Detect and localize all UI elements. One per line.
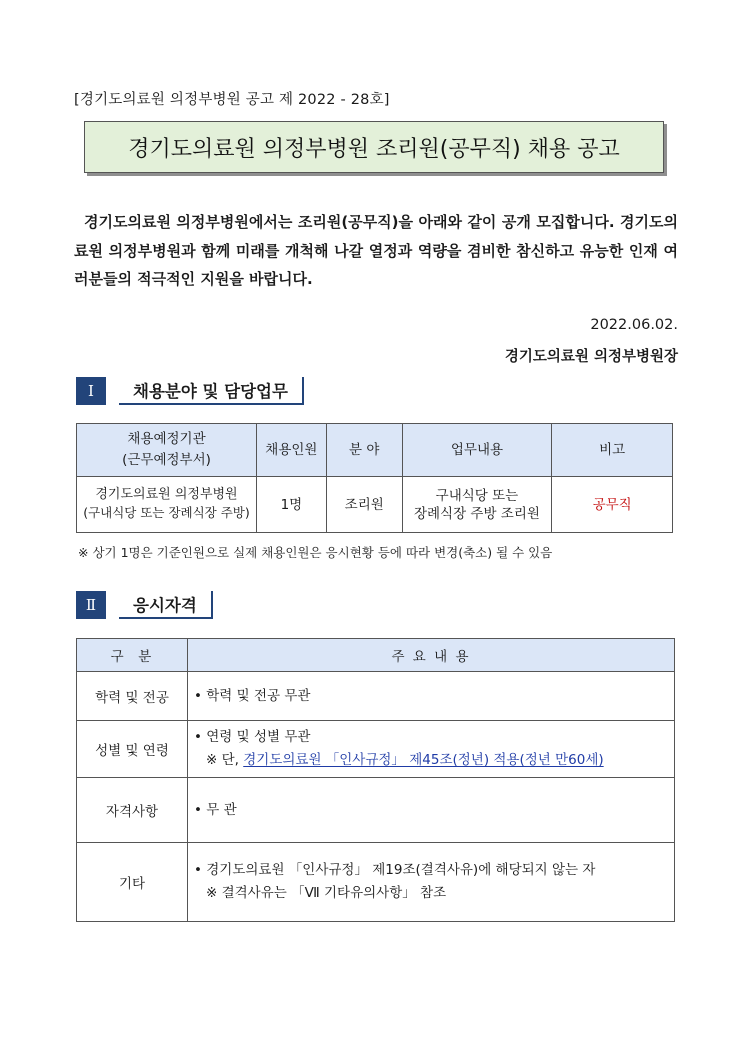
section-2-title: 응시자격 bbox=[119, 591, 213, 619]
disqualification-note: ※ 결격사유는 「Ⅶ 기타유의사항」 참조 bbox=[206, 885, 447, 901]
cell-duty bbox=[402, 477, 552, 533]
issuer-name: 경기도의료원 의정부병원장 bbox=[504, 349, 678, 365]
row-content-other bbox=[188, 843, 675, 922]
header-content: 주 요 내 용 bbox=[188, 639, 675, 672]
section-1-title: 채용분야 및 담당업무 bbox=[119, 377, 304, 405]
cell-field: 조리원 bbox=[326, 477, 402, 533]
header-duty: 업무내용 bbox=[402, 424, 552, 477]
table-header-row bbox=[77, 424, 673, 477]
agency-dept: (구내식당 또는 장례식장 주방) bbox=[83, 505, 250, 520]
row-label-education: 학력 및 전공 bbox=[77, 672, 188, 721]
section-2-heading bbox=[76, 591, 213, 619]
table-header-row bbox=[77, 639, 675, 672]
agency-name: 경기도의료원 의정부병원 bbox=[95, 487, 238, 502]
row-label-other: 기타 bbox=[77, 843, 188, 922]
table-row bbox=[77, 672, 675, 721]
gender-age-line: • 연령 및 성별 무관 bbox=[194, 729, 311, 745]
intro-paragraph: 경기도의료원 의정부병원에서는 조리원(공무직)을 아래와 같이 공개 모집합니다. 경기도의료원 의정부병원과 함께 미래를 개척해 나갈 열정과 역량을 겸비한 참신하고 유능한 인재 여러분들의 적극적인 지원을 바랍니다. bbox=[74, 213, 678, 288]
section-2-number: Ⅱ bbox=[76, 591, 106, 619]
recruitment-note: ※ 상기 1명은 기준인원으로 실제 채용인원은 응시현황 등에 따라 변경(축소) 될 수 있음 bbox=[78, 545, 553, 560]
section-1-heading bbox=[76, 377, 304, 405]
cell-remark: 공무직 bbox=[552, 477, 673, 533]
notice-number: [경기도의료원 의정부병원 공고 제 2022 - 28호] bbox=[74, 92, 390, 108]
row-label-qualification: 자격사항 bbox=[77, 778, 188, 843]
header-field: 분 야 bbox=[326, 424, 402, 477]
header-remark: 비고 bbox=[552, 424, 673, 477]
page-title-text: 경기도의료원 의정부병원 조리원(공무직) 채용 공고 bbox=[128, 136, 620, 162]
row-content-qualification bbox=[188, 778, 675, 843]
notice-date: 2022.06.02. bbox=[590, 317, 678, 333]
header-agency bbox=[77, 424, 257, 477]
table-row bbox=[77, 778, 675, 843]
table-row bbox=[77, 843, 675, 922]
section-1-number: Ⅰ bbox=[76, 377, 106, 405]
cell-count: 1명 bbox=[256, 477, 326, 533]
education-line: • 학력 및 전공 무관 bbox=[194, 687, 311, 704]
table-row bbox=[77, 721, 675, 778]
row-label-gender-age: 성별 및 연령 bbox=[77, 721, 188, 778]
disqualification-line: • 경기도의료원 「인사규정」 제19조(결격사유)에 해당되지 않는 자 bbox=[194, 862, 596, 878]
header-agency-line2: (근무예정부서) bbox=[122, 452, 211, 468]
cell-agency bbox=[77, 477, 257, 533]
recruitment-field-table bbox=[76, 423, 673, 533]
eligibility-table bbox=[76, 638, 675, 922]
duty-line-1: 구내식당 또는 bbox=[435, 487, 519, 504]
retirement-rule-link[interactable]: 경기도의료원 「인사규정」 제45조(정년) 적용(정년 만60세) bbox=[243, 752, 604, 768]
header-agency-line1: 채용예정기관 bbox=[127, 431, 206, 447]
retirement-note-prefix: ※ 단, bbox=[206, 752, 244, 768]
row-content-education bbox=[188, 672, 675, 721]
duty-line-2: 장례식장 주방 조리원 bbox=[413, 505, 540, 522]
row-content-gender-age bbox=[188, 721, 675, 778]
qualification-line: • 무 관 bbox=[194, 801, 237, 818]
page-title bbox=[84, 121, 664, 173]
table-row bbox=[77, 477, 673, 533]
header-count: 채용인원 bbox=[256, 424, 326, 477]
header-category: 구 분 bbox=[77, 639, 188, 672]
